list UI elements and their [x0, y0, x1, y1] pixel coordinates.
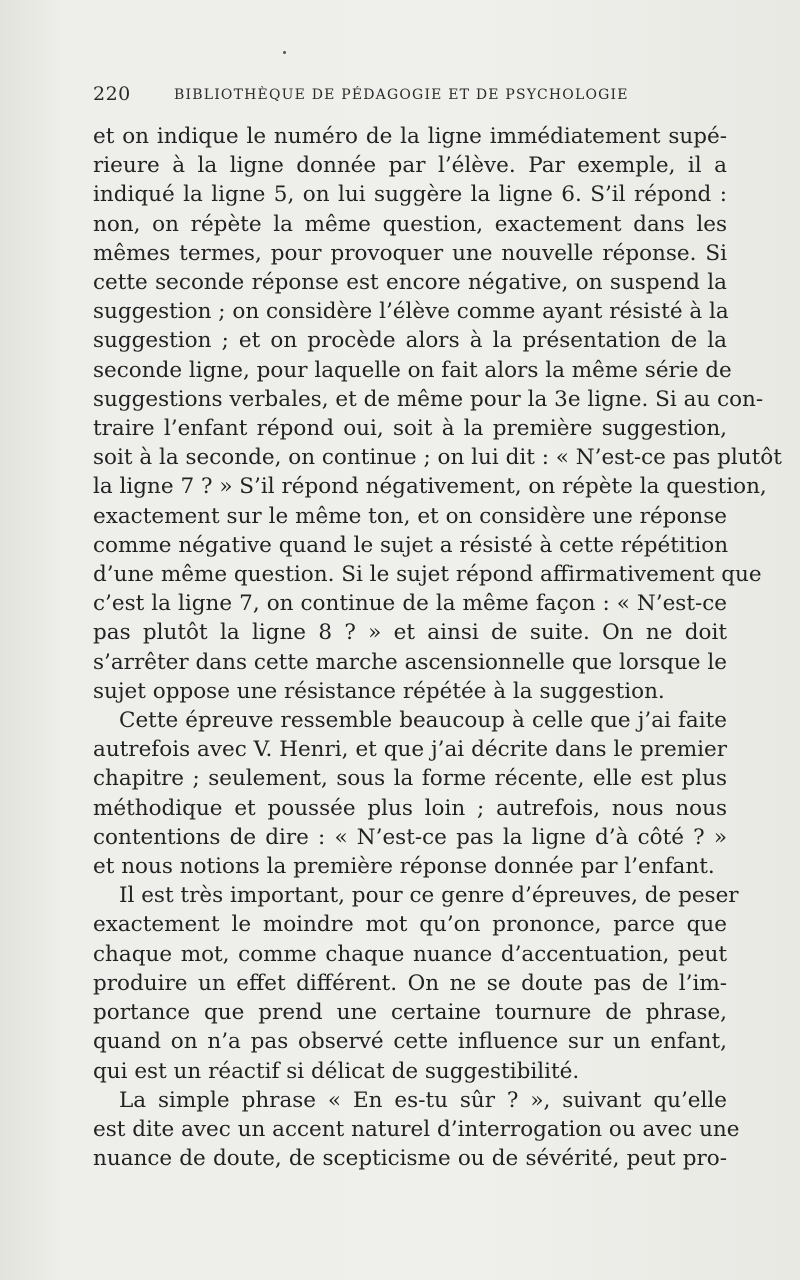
text-line: chaque mot, comme chaque nuance d’accentuation, peut: [93, 941, 727, 967]
text-line: sujet oppose une résistance répétée à la suggestion.: [93, 678, 665, 704]
text-line: contentions de dire : « N’est-ce pas la ligne d’à côté ? »: [93, 824, 727, 850]
running-title: BIBLIOTHÈQUE DE PÉDAGOGIE ET DE PSYCHOLOGIE: [174, 87, 629, 103]
ink-speck: [283, 51, 286, 54]
text-line: d’une même question. Si le sujet répond affirmativement que: [93, 562, 762, 588]
text-line: suggestions verbales, et de même pour la 3e ligne. Si au con-: [93, 386, 764, 412]
text-line: et on indique le numéro de la ligne immédiatement supé-: [93, 124, 727, 149]
paragraph: [93, 122, 782, 706]
text-line: mêmes termes, pour provoquer une nouvelle réponse. Si: [93, 240, 727, 266]
text-line: Cette épreuve ressemble beaucoup à celle que j’ai faite: [119, 708, 727, 734]
text-line: c’est la ligne 7, on continue de la même façon : « N’est-ce: [93, 591, 727, 617]
paragraph: [93, 881, 739, 1085]
text-line: pas plutôt la ligne 8 ? » et ainsi de suite. On ne doit: [93, 620, 727, 646]
text-line: méthodique et poussée plus loin ; autrefois, nous nous: [93, 795, 727, 821]
text-line: La simple phrase « En es-tu sûr ? », suivant qu’elle: [119, 1087, 727, 1113]
text-line: s’arrêter dans cette marche ascensionnelle que lorsque le: [93, 649, 727, 675]
running-head: [93, 83, 653, 109]
page-number: 220: [93, 83, 131, 105]
text-line: Il est très important, pour ce genre d’épreuves, de peser: [119, 883, 739, 909]
text-line: autrefois avec V. Henri, et que j’ai décrite dans le premier: [93, 737, 727, 763]
text-line: exactement sur le même ton, et on considère une réponse: [93, 503, 727, 529]
text-line: exactement le moindre mot qu’on prononce, parce que: [93, 912, 727, 938]
text-line: seconde ligne, pour laquelle on fait alors la même série de: [93, 357, 732, 383]
text-line: qui est un réactif si délicat de suggestibilité.: [93, 1058, 580, 1084]
paragraph: [93, 1086, 740, 1174]
paragraph: [93, 706, 727, 881]
text-line: soit à la seconde, on continue ; on lui dit : « N’est-ce pas plutôt: [93, 445, 782, 471]
text-line: et nous notions la première réponse donnée par l’enfant.: [93, 854, 715, 880]
text-line: traire l’enfant répond oui, soit à la première suggestion,: [93, 416, 727, 442]
body-text: [93, 122, 782, 1173]
text-line: est dite avec un accent naturel d’interrogation ou avec une: [93, 1116, 740, 1142]
text-line: quand on n’a pas observé cette influence sur un enfant,: [93, 1029, 727, 1055]
text-line: cette seconde réponse est encore négative, on suspend la: [93, 270, 727, 296]
text-line: nuance de doute, de scepticisme ou de sévérité, peut pro-: [93, 1146, 727, 1172]
text-line: la ligne 7 ? » S’il répond négativement, on répète la question,: [93, 474, 767, 500]
text-line: chapitre ; seulement, sous la forme récente, elle est plus: [93, 766, 727, 792]
text-line: suggestion ; on considère l’élève comme ayant résisté à la: [93, 299, 729, 325]
text-line: indiqué la ligne 5, on lui suggère la ligne 6. S’il répond :: [93, 182, 727, 208]
text-line: suggestion ; et on procède alors à la présentation de la: [93, 328, 727, 354]
text-line: rieure à la ligne donnée par l’élève. Par exemple, il a: [93, 153, 727, 179]
text-line: non, on répète la même question, exactement dans les: [93, 211, 727, 237]
text-line: portance que prend une certaine tournure de phrase,: [93, 1000, 727, 1026]
text-line: produire un effet différent. On ne se doute pas de l’im-: [93, 970, 727, 996]
text-line: comme négative quand le sujet a résisté à cette répétition: [93, 532, 729, 558]
